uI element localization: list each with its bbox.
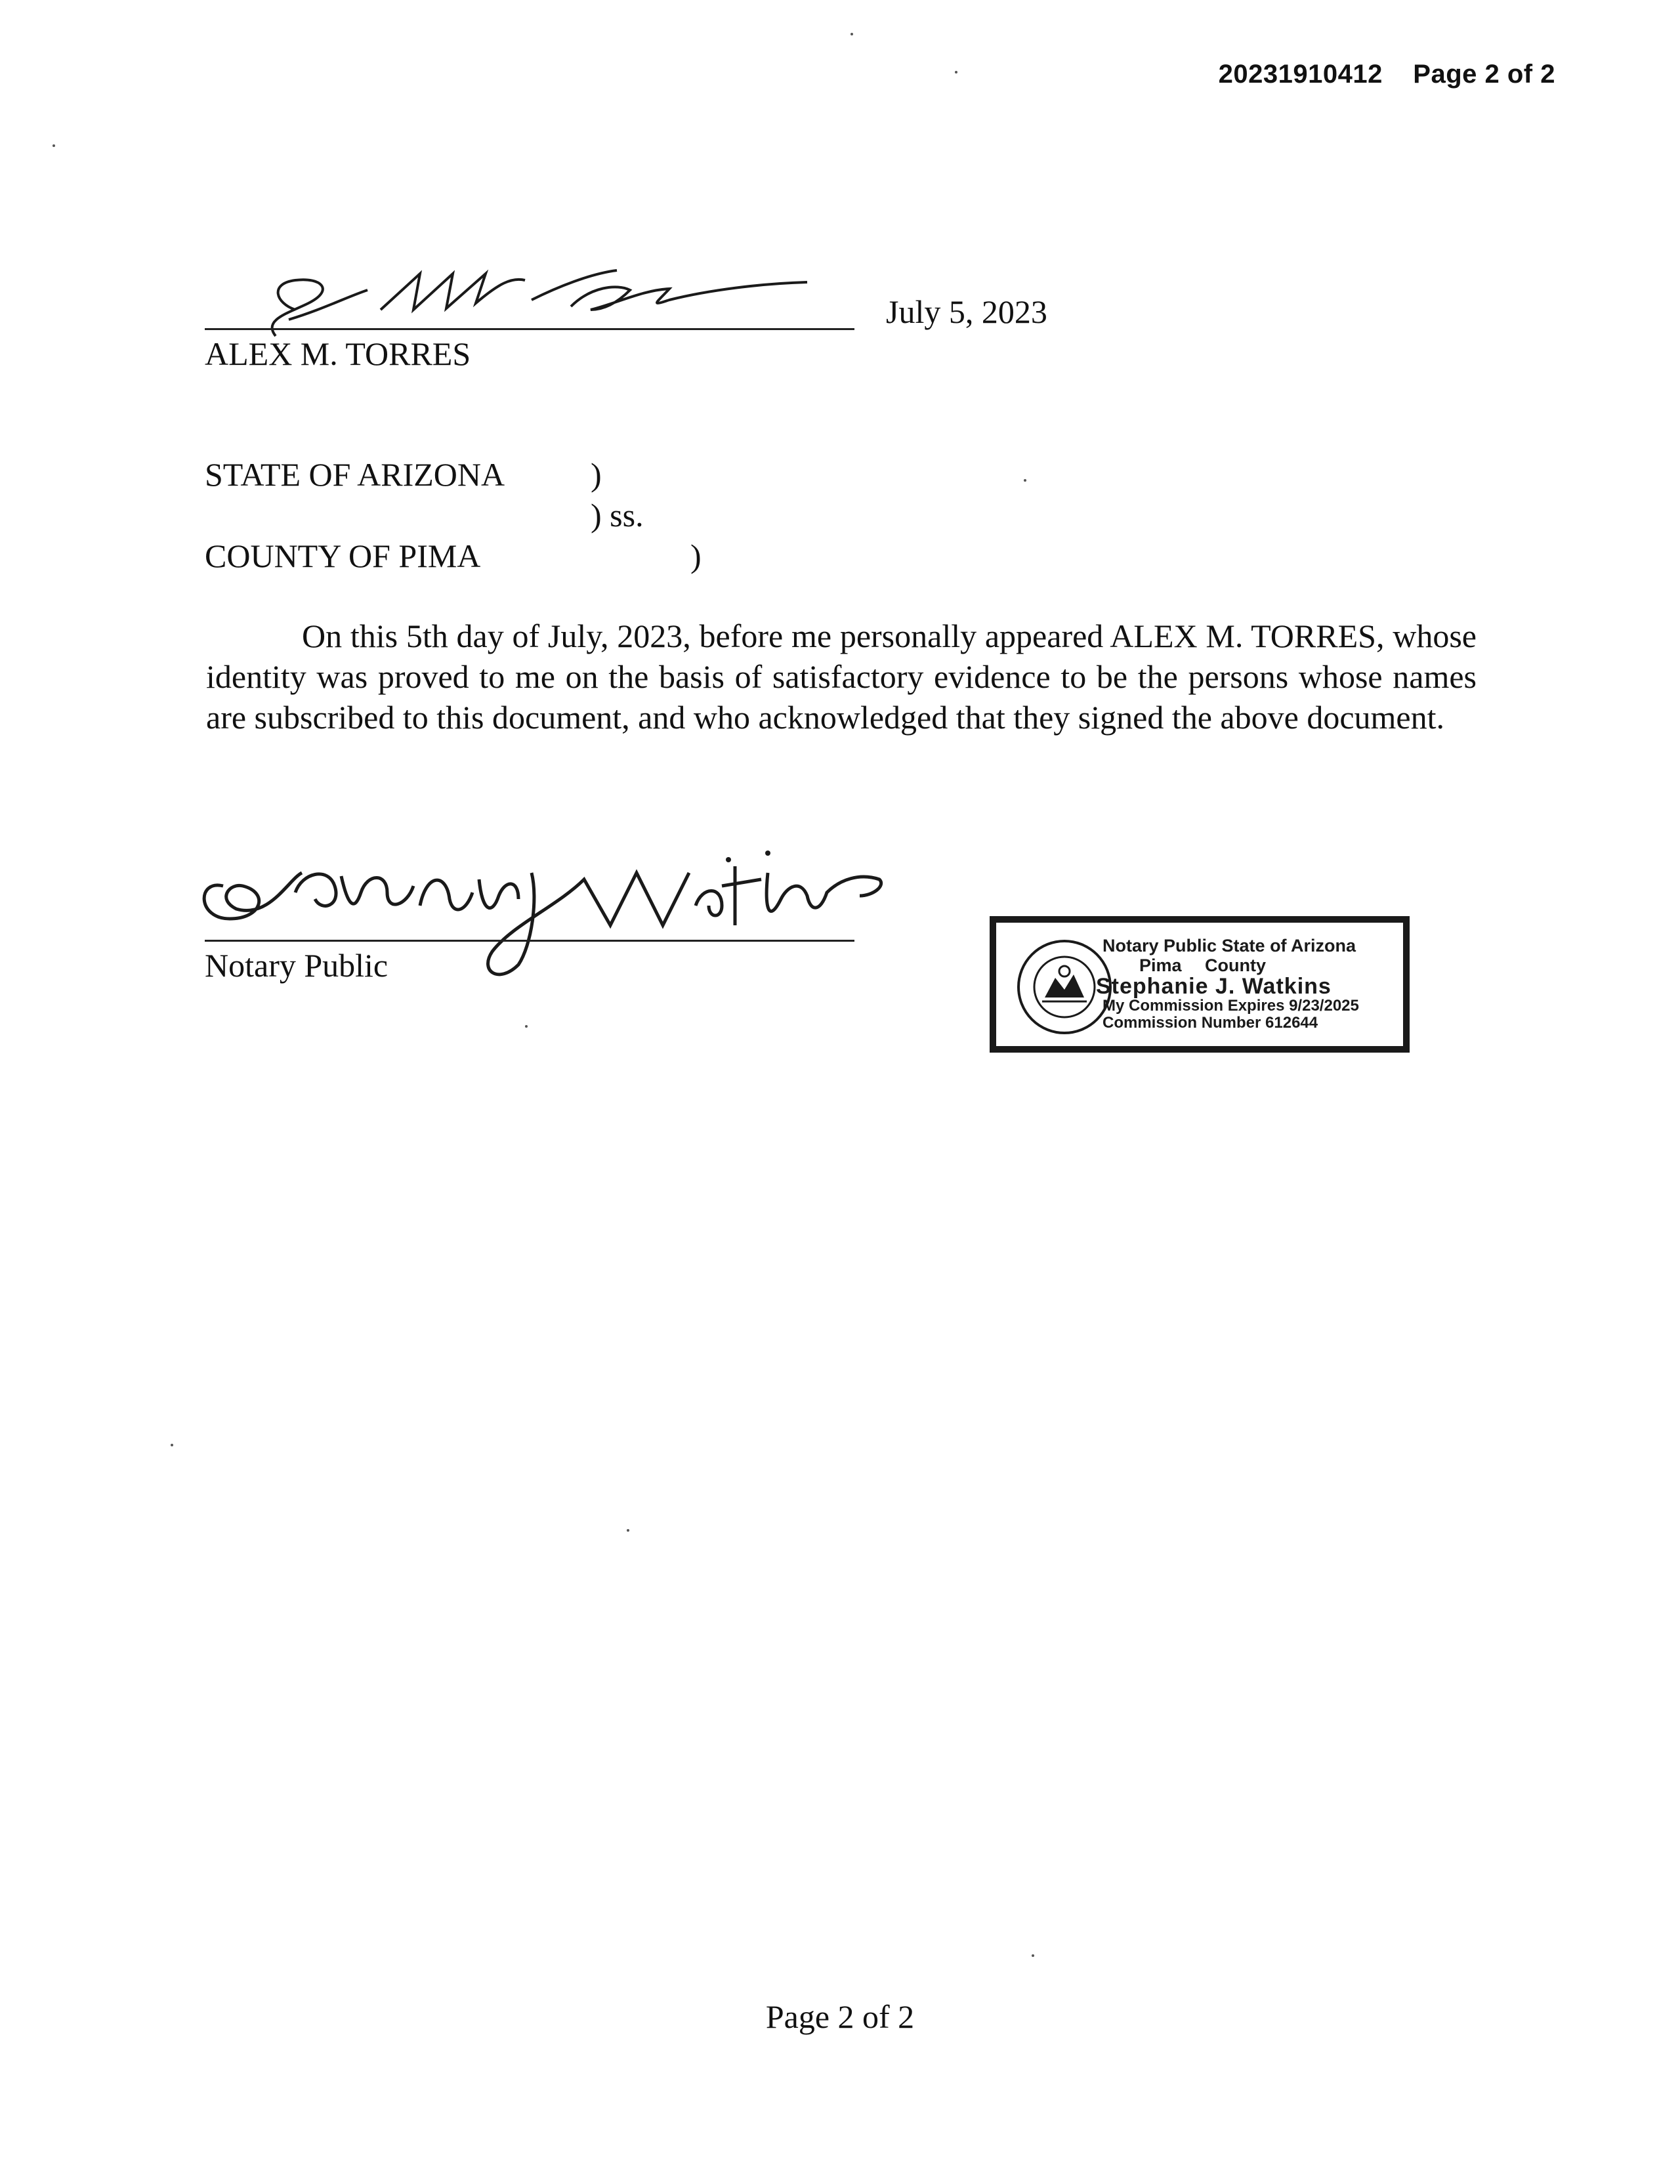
document-header — [1203, 30, 1555, 89]
notary-title: Notary Public — [205, 947, 388, 984]
venue-paren-open: ) — [591, 456, 602, 493]
scan-speck — [1024, 479, 1026, 482]
stamp-text — [1096, 936, 1406, 1032]
venue-ss: ) ss. — [591, 497, 644, 534]
stamp-line-commission: Commission Number 612644 — [1102, 1014, 1318, 1032]
venue-county: COUNTY OF PIMA — [205, 537, 481, 574]
scan-speck — [1032, 1954, 1034, 1957]
stamp-line-title: Notary Public State of Arizona — [1102, 936, 1356, 956]
stamp-line-name: Stephanie J. Watkins — [1096, 974, 1332, 999]
notary-stamp — [990, 916, 1410, 1053]
scan-speck — [955, 71, 957, 74]
footer-page-label: Page 2 of 2 — [765, 1998, 915, 2035]
venue-state: STATE OF ARIZONA — [205, 456, 505, 493]
scan-speck — [171, 1444, 173, 1446]
scan-speck — [52, 144, 55, 147]
scan-speck — [525, 1025, 528, 1028]
scan-speck — [850, 33, 853, 35]
stamp-line-county: Pima County — [1139, 956, 1267, 975]
stamp-line-expires: My Commission Expires 9/23/2025 — [1102, 997, 1359, 1015]
signer-name: ALEX M. TORRES — [205, 335, 471, 372]
venue-paren-close: ) — [690, 537, 702, 574]
document-number: 20231910412 — [1218, 60, 1383, 89]
scan-speck — [627, 1529, 629, 1532]
signature-date: July 5, 2023 — [886, 293, 1047, 330]
acknowledgment-text: On this 5th day of July, 2023, before me personally appeared ALEX M. TORRES, whose identity was proved to me on the basis of satisfactory evidence to be the persons whose names are subscribed to this document, and who acknowledged that they signed the above document. — [206, 618, 1477, 736]
notary-signature-line — [205, 940, 854, 942]
page-indicator: Page 2 of 2 — [1413, 60, 1555, 89]
acknowledgment-paragraph — [206, 616, 1477, 738]
signer-signature-line — [205, 328, 854, 330]
